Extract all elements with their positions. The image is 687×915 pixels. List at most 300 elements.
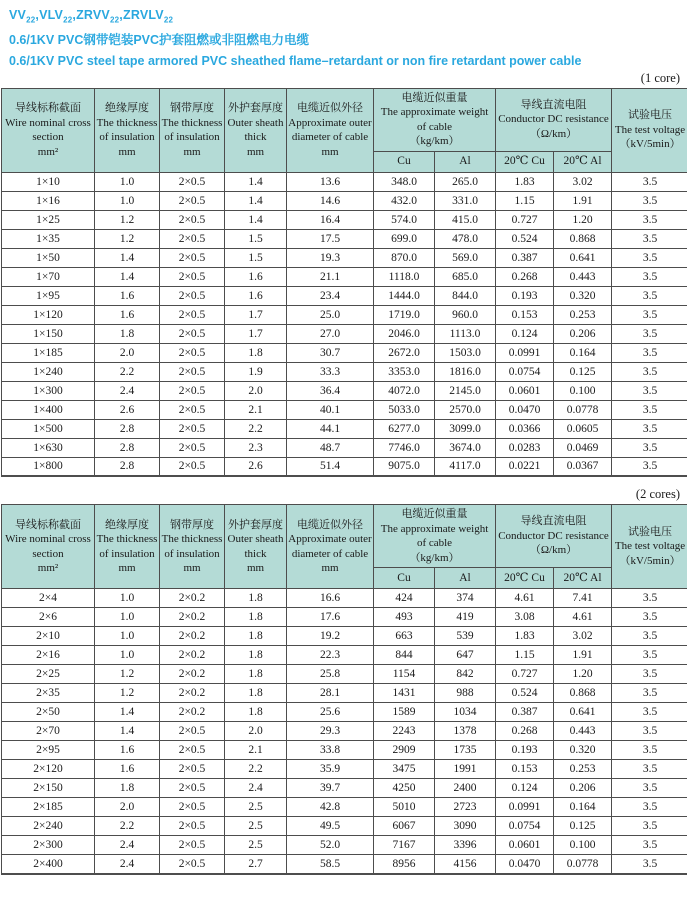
table-cell: 988 <box>435 684 496 703</box>
table-cell: 0.164 <box>554 343 612 362</box>
table-cell: 1503.0 <box>435 343 496 362</box>
table-cell: 1×630 <box>2 438 95 457</box>
table-cell: 1.8 <box>95 324 160 343</box>
table-cell: 1×300 <box>2 381 95 400</box>
table-cell: 2.8 <box>95 419 160 438</box>
table-cell: 0.0991 <box>496 343 554 362</box>
table-cell: 42.8 <box>287 798 374 817</box>
table-cell: 58.5 <box>287 855 374 874</box>
header-test-voltage-en: The test voltage <box>614 540 686 553</box>
table-cell: 2×185 <box>2 798 95 817</box>
table-cell: 1.9 <box>225 362 287 381</box>
table-cell: 2×0.5 <box>160 286 225 305</box>
table-cell: 2×0.2 <box>160 684 225 703</box>
table-cell: 3.5 <box>612 589 687 608</box>
header-outer-sheath <box>225 88 287 172</box>
table-cell: 33.3 <box>287 362 374 381</box>
table-cell: 2×0.5 <box>160 855 225 874</box>
table-cell: 1.0 <box>95 191 160 210</box>
table-cell: 0.206 <box>554 779 612 798</box>
table-cell: 2.5 <box>225 817 287 836</box>
cable-model-code: $VV_{22}$ <box>9 8 36 25</box>
table-cell: 2×0.5 <box>160 722 225 741</box>
table-cell: 29.3 <box>287 722 374 741</box>
header-steel-tape-zh: 钢带厚度 <box>170 102 214 114</box>
table-cell: 2×0.5 <box>160 305 225 324</box>
table-cell: 3.5 <box>612 229 687 248</box>
table-cell: 2.6 <box>225 457 287 476</box>
table-cell: 699.0 <box>374 229 435 248</box>
table-cell: 17.5 <box>287 229 374 248</box>
table-cell: 1.0 <box>95 172 160 191</box>
table-cell: 1.0 <box>95 608 160 627</box>
header-resistance-unit: （Ω/km） <box>529 544 578 557</box>
spec-table-2-cores <box>1 504 687 875</box>
table-cell: 1.8 <box>225 665 287 684</box>
table-cell: 25.6 <box>287 703 374 722</box>
header-steel-tape-en: The thickness of insulation <box>161 533 223 560</box>
table-cell: 2046.0 <box>374 324 435 343</box>
table-cell: 2.8 <box>95 457 160 476</box>
header-outer-sheath-unit: mm <box>246 145 265 158</box>
header-insulation-zh: 绝缘厚度 <box>105 518 149 531</box>
table-cell: 7746.0 <box>374 438 435 457</box>
table-cell: 2×0.5 <box>160 760 225 779</box>
header-steel-tape-unit: mm <box>183 145 201 158</box>
table-row <box>2 589 687 608</box>
table-cell: 2×400 <box>2 855 95 874</box>
table-cell: 3.5 <box>612 419 687 438</box>
table-cell: 1.0 <box>95 589 160 608</box>
table-cell: 13.6 <box>287 172 374 191</box>
table-row <box>2 191 687 210</box>
header-insulation-zh: 绝缘厚度 <box>105 102 149 114</box>
table-cell: 0.0221 <box>496 457 554 476</box>
header-outer-diameter-unit: mm <box>321 562 339 575</box>
table-row <box>2 779 687 798</box>
page-title-zh: 0.6/1KV PVC钢带铠装PVC护套阻燃或非阻燃电力电缆 <box>9 32 310 47</box>
table-cell: 2723 <box>435 798 496 817</box>
table-cell: 1816.0 <box>435 362 496 381</box>
table-cell: 2×0.5 <box>160 362 225 381</box>
table-cell: 2×0.5 <box>160 798 225 817</box>
table-cell: 3.5 <box>612 191 687 210</box>
table-cell: 2.3 <box>225 438 287 457</box>
table-cell: 1.15 <box>496 191 554 210</box>
table-row <box>2 722 687 741</box>
table-cell: 1×400 <box>2 400 95 419</box>
table-body <box>2 589 687 874</box>
table-row <box>2 627 687 646</box>
table-cell: 0.153 <box>496 760 554 779</box>
table-cell: 52.0 <box>287 836 374 855</box>
table-cell: 2.6 <box>95 400 160 419</box>
table-cell: 2.7 <box>225 855 287 874</box>
subheader-weight-cu: Cu <box>374 568 435 589</box>
table-cell: 3.5 <box>612 760 687 779</box>
table-cell: 685.0 <box>435 267 496 286</box>
subheader-resistance-al: 20℃ Al <box>554 568 612 589</box>
table-cell: 1.91 <box>554 191 612 210</box>
header-outer-sheath-zh: 外护套厚度 <box>228 102 283 114</box>
table-cell: 0.0601 <box>496 381 554 400</box>
table-cell: 2.4 <box>95 855 160 874</box>
table-row <box>2 741 687 760</box>
table-cell: 3.5 <box>612 722 687 741</box>
table-cell: 0.0470 <box>496 855 554 874</box>
core-count-label-1: (1 core) <box>640 70 680 85</box>
table-cell: 3.08 <box>496 608 554 627</box>
spec-table-1-core <box>1 88 687 478</box>
table-cell: 0.524 <box>496 684 554 703</box>
table-cell: 1×500 <box>2 419 95 438</box>
table-cell: 2×95 <box>2 741 95 760</box>
subheader-resistance-al: 20℃ Al <box>554 151 612 172</box>
table-cell: 3.02 <box>554 172 612 191</box>
table-cell: 3.5 <box>612 305 687 324</box>
table-row <box>2 229 687 248</box>
table-cell: 2×0.5 <box>160 817 225 836</box>
table-row <box>2 817 687 836</box>
table-cell: 0.0754 <box>496 817 554 836</box>
table-header <box>2 505 687 589</box>
table-row <box>2 362 687 381</box>
table-cell: 17.6 <box>287 608 374 627</box>
table-cell: 2.2 <box>95 817 160 836</box>
table-cell: 1118.0 <box>374 267 435 286</box>
table-cell: 574.0 <box>374 210 435 229</box>
table-cell: 2×0.5 <box>160 267 225 286</box>
table-cell: 331.0 <box>435 191 496 210</box>
cable-model-code: $ZRVV_{22}$ <box>76 8 120 25</box>
table-cell: 2×300 <box>2 836 95 855</box>
table-cell: 0.253 <box>554 760 612 779</box>
table-cell: 0.727 <box>496 665 554 684</box>
page-title-en: 0.6/1KV PVC steel tape armored PVC sheathed flame–retardant or non fire retardant power cable <box>9 53 582 68</box>
table-cell: 1.4 <box>95 267 160 286</box>
table-cell: 2×0.2 <box>160 703 225 722</box>
table-cell: 1.7 <box>225 324 287 343</box>
table-cell: 3.5 <box>612 817 687 836</box>
table-cell: 1.4 <box>225 172 287 191</box>
table-cell: 5010 <box>374 798 435 817</box>
table-cell: 3.5 <box>612 684 687 703</box>
table-cell: 2400 <box>435 779 496 798</box>
table-cell: 0.443 <box>554 722 612 741</box>
table-cell: 348.0 <box>374 172 435 191</box>
subheader-weight-al: Al <box>435 151 496 172</box>
table-cell: 3.5 <box>612 798 687 817</box>
header-outer-sheath <box>225 505 287 589</box>
table-cell: 647 <box>435 646 496 665</box>
header-dc-resistance-group <box>496 88 612 151</box>
header-outer-sheath-unit: mm <box>246 562 265 575</box>
table-cell: 7.41 <box>554 589 612 608</box>
table-cell: 844.0 <box>435 286 496 305</box>
table-cell: 2.8 <box>95 438 160 457</box>
table-cell: 2.4 <box>225 779 287 798</box>
table-cell: 0.100 <box>554 836 612 855</box>
subheader-weight-cu: Cu <box>374 151 435 172</box>
table-cell: 0.868 <box>554 229 612 248</box>
table-header <box>2 88 687 172</box>
table-cell: 2×25 <box>2 665 95 684</box>
table-cell: 0.868 <box>554 684 612 703</box>
table-cell: 1444.0 <box>374 286 435 305</box>
table-cell: 0.0283 <box>496 438 554 457</box>
table-cell: 2×0.5 <box>160 172 225 191</box>
table-cell: 25.0 <box>287 305 374 324</box>
table-cell: 2.4 <box>95 836 160 855</box>
table-cell: 4156 <box>435 855 496 874</box>
table-cell: 0.524 <box>496 229 554 248</box>
table-cell: 1.20 <box>554 665 612 684</box>
table-cell: 28.1 <box>287 684 374 703</box>
table-cell: 0.320 <box>554 286 612 305</box>
table-cell: 2×150 <box>2 779 95 798</box>
table-cell: 478.0 <box>435 229 496 248</box>
table-cell: 27.0 <box>287 324 374 343</box>
table-cell: 1735 <box>435 741 496 760</box>
header-cross-section-en: Wire nominal cross section <box>5 533 91 560</box>
header-approx-weight-group <box>374 505 496 568</box>
header-approx-weight-group <box>374 88 496 151</box>
header-cross-section-unit: mm² <box>37 145 59 158</box>
table-cell: 3.5 <box>612 343 687 362</box>
header-outer-diameter <box>287 505 374 589</box>
table-cell: 3.5 <box>612 779 687 798</box>
core-count-label-2: (2 cores) <box>635 487 680 502</box>
table-cell: 0.193 <box>496 741 554 760</box>
table-cell: 3.5 <box>612 400 687 419</box>
table-row <box>2 210 687 229</box>
cable-model-code: $ZRVLV_{22}$ <box>122 8 174 25</box>
table-cell: 8956 <box>374 855 435 874</box>
table-cell: 2×0.2 <box>160 665 225 684</box>
table-cell: 0.387 <box>496 248 554 267</box>
table-cell: 1.83 <box>496 627 554 646</box>
table-cell: 2×0.5 <box>160 210 225 229</box>
table-cell: 3.5 <box>612 627 687 646</box>
table-cell: 1.8 <box>225 684 287 703</box>
table-cell: 4072.0 <box>374 381 435 400</box>
table-cell: 1.15 <box>496 646 554 665</box>
cable-model-code: $VLV_{22}$ <box>39 8 73 25</box>
table-cell: 2.1 <box>225 741 287 760</box>
table-cell: 0.164 <box>554 798 612 817</box>
table-cell: 0.124 <box>496 324 554 343</box>
table-cell: 19.3 <box>287 248 374 267</box>
table-cell: 2×70 <box>2 722 95 741</box>
table-cell: 0.0601 <box>496 836 554 855</box>
table-cell: 2.0 <box>225 381 287 400</box>
header-cross-section-unit: mm² <box>37 562 59 575</box>
table-cell: 1.4 <box>95 722 160 741</box>
table-cell: 1034 <box>435 703 496 722</box>
table-cell: 16.6 <box>287 589 374 608</box>
table-cell: 1.20 <box>554 210 612 229</box>
header-cross-section-en: Wire nominal cross section <box>5 116 91 144</box>
table-cell: 3.02 <box>554 627 612 646</box>
table-cell: 0.100 <box>554 381 612 400</box>
table-cell: 539 <box>435 627 496 646</box>
table-cell: 3.5 <box>612 646 687 665</box>
header-resistance-unit: （Ω/km） <box>529 127 578 140</box>
table-cell: 2×4 <box>2 589 95 608</box>
table-cell: 3674.0 <box>435 438 496 457</box>
table-cell: 2×120 <box>2 760 95 779</box>
table-cell: 844 <box>374 646 435 665</box>
table-cell: 0.641 <box>554 248 612 267</box>
table-section-2-cores <box>1 504 686 875</box>
table-cell: 0.268 <box>496 267 554 286</box>
table-cell: 2243 <box>374 722 435 741</box>
header-cross-section-zh: 导线标称截面 <box>15 102 81 114</box>
table-cell: 1×95 <box>2 286 95 305</box>
table-row <box>2 703 687 722</box>
table-cell: 1.8 <box>225 589 287 608</box>
table-cell: 2.0 <box>225 722 287 741</box>
table-cell: 2.5 <box>225 836 287 855</box>
table-cell: 2×0.5 <box>160 779 225 798</box>
table-cell: 0.0367 <box>554 457 612 476</box>
header-test-voltage <box>612 88 687 172</box>
table-cell: 0.0469 <box>554 438 612 457</box>
table-cell: 2×0.5 <box>160 419 225 438</box>
table-cell: 2.2 <box>225 760 287 779</box>
table-cell: 2×0.5 <box>160 381 225 400</box>
table-cell: 3.5 <box>612 381 687 400</box>
header-insulation-unit: mm <box>118 562 136 575</box>
table-cell: 2570.0 <box>435 400 496 419</box>
table-cell: 2×240 <box>2 817 95 836</box>
header-cross-section-zh: 导线标称截面 <box>15 518 81 531</box>
table-cell: 1589 <box>374 703 435 722</box>
table-cell: 0.206 <box>554 324 612 343</box>
header-insulation-en: The thickness of insulation <box>96 116 158 144</box>
table-cell: 1×10 <box>2 172 95 191</box>
table-cell: 3.5 <box>612 324 687 343</box>
table-cell: 2×0.5 <box>160 836 225 855</box>
table-cell: 4117.0 <box>435 457 496 476</box>
table-cell: 39.7 <box>287 779 374 798</box>
table-cell: 1.6 <box>95 286 160 305</box>
table-cell: 2×0.5 <box>160 229 225 248</box>
table-cell: 1×50 <box>2 248 95 267</box>
header-outer-diameter-zh: 电缆近似外径 <box>297 102 363 114</box>
table-cell: 3090 <box>435 817 496 836</box>
table-cell: 2.2 <box>225 419 287 438</box>
header-steel-tape-zh: 钢带厚度 <box>170 518 214 531</box>
table-cell: 1431 <box>374 684 435 703</box>
table-cell: 1.4 <box>225 210 287 229</box>
table-cell: 2×16 <box>2 646 95 665</box>
table-cell: 3.5 <box>612 438 687 457</box>
table-cell: 424 <box>374 589 435 608</box>
table-cell: 3.5 <box>612 248 687 267</box>
table-cell: 2×0.2 <box>160 646 225 665</box>
table-cell: 2.2 <box>95 362 160 381</box>
table-cell: 1×800 <box>2 457 95 476</box>
table-cell: 30.7 <box>287 343 374 362</box>
table-row <box>2 172 687 191</box>
table-cell: 1×240 <box>2 362 95 381</box>
table-cell: 3.5 <box>612 267 687 286</box>
table-cell: 2×0.5 <box>160 457 225 476</box>
table-cell: 1.91 <box>554 646 612 665</box>
table-cell: 265.0 <box>435 172 496 191</box>
table-cell: 2672.0 <box>374 343 435 362</box>
table-cell: 0.125 <box>554 817 612 836</box>
subheader-weight-al: Al <box>435 568 496 589</box>
table-cell: 2.4 <box>95 381 160 400</box>
header-steel-tape-thickness <box>160 88 225 172</box>
table-cell: 21.1 <box>287 267 374 286</box>
table-cell: 1719.0 <box>374 305 435 324</box>
subheader-resistance-cu: 20℃ Cu <box>496 151 554 172</box>
table-cell: 1.5 <box>225 248 287 267</box>
table-cell: 3.5 <box>612 210 687 229</box>
table-cell: 19.2 <box>287 627 374 646</box>
table-cell: 0.0991 <box>496 798 554 817</box>
table-cell: 2×0.5 <box>160 741 225 760</box>
table-cell: 16.4 <box>287 210 374 229</box>
header-steel-tape-unit: mm <box>183 562 201 575</box>
table-cell: 3396 <box>435 836 496 855</box>
header-dc-resistance-group <box>496 505 612 568</box>
table-cell: 3.5 <box>612 608 687 627</box>
table-row <box>2 419 687 438</box>
header-cross-section <box>2 505 95 589</box>
header-weight-unit: （kg/km） <box>409 135 460 148</box>
header-steel-tape-en: The thickness of insulation <box>161 116 223 144</box>
table-cell: 51.4 <box>287 457 374 476</box>
table-cell: 44.1 <box>287 419 374 438</box>
table-cell: 870.0 <box>374 248 435 267</box>
table-cell: 3353.0 <box>374 362 435 381</box>
table-cell: 0.641 <box>554 703 612 722</box>
table-cell: 374 <box>435 589 496 608</box>
table-row <box>2 760 687 779</box>
table-cell: 14.6 <box>287 191 374 210</box>
table-cell: 1991 <box>435 760 496 779</box>
table-cell: 1×16 <box>2 191 95 210</box>
table-section-1-core <box>1 88 686 478</box>
table-row <box>2 248 687 267</box>
table-cell: 1.0 <box>95 646 160 665</box>
table-cell: 1×70 <box>2 267 95 286</box>
table-cell: 6067 <box>374 817 435 836</box>
table-cell: 0.0754 <box>496 362 554 381</box>
table-cell: 23.4 <box>287 286 374 305</box>
table-cell: 1.6 <box>95 741 160 760</box>
header-outer-diameter <box>287 88 374 172</box>
cable-model-codes: $VV_{22},VLV_{22},ZRVV_{22},ZRVLV_{22}$ <box>9 8 174 25</box>
table-cell: 0.125 <box>554 362 612 381</box>
header-cross-section <box>2 88 95 172</box>
table-cell: 9075.0 <box>374 457 435 476</box>
table-cell: 40.1 <box>287 400 374 419</box>
table-cell: 1×35 <box>2 229 95 248</box>
header-insulation-unit: mm <box>118 145 136 158</box>
table-cell: 1.2 <box>95 665 160 684</box>
table-cell: 0.320 <box>554 741 612 760</box>
header-weight-zh: 电缆近似重量 <box>401 508 468 521</box>
table-cell: 663 <box>374 627 435 646</box>
table-cell: 842 <box>435 665 496 684</box>
header-outer-diameter-en: Approximate outer diameter of cable <box>288 533 372 560</box>
header-outer-diameter-unit: mm <box>321 145 339 158</box>
